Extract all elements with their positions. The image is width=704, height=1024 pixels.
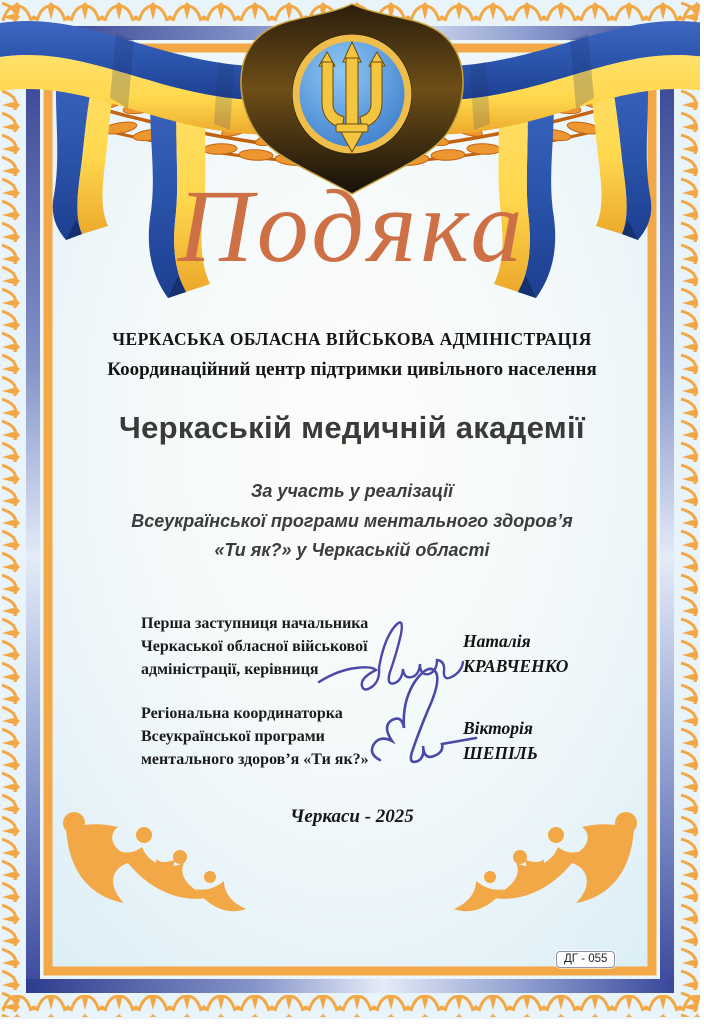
- blue-bar-bottom: [26, 979, 674, 993]
- signatory2-last-name: ШЕПІЛЬ: [463, 743, 538, 763]
- border-ornament-bottom: [2, 995, 700, 1017]
- signatory2-first-name: Вікторія: [463, 718, 533, 738]
- signatory2-role-line3: ментального здоров’я «Ти як?»: [141, 751, 369, 768]
- signatory1-last-name: КРАВЧЕНКО: [463, 656, 569, 676]
- organization-subunit: Координаційний центр підтримки цивільного населення: [107, 359, 597, 380]
- award-reason-line3: «Ти як?» у Черкаській області: [214, 540, 490, 560]
- signatory1-first-name: Наталія: [463, 631, 531, 651]
- form-code-label: ДГ - 055: [556, 951, 615, 968]
- certificate-title: Подяка: [177, 169, 527, 284]
- signatory1-role-line1: Перша заступниця начальника: [141, 615, 369, 632]
- signature2-ink: [366, 664, 484, 789]
- award-reason-line1: За участь у реалізації: [250, 481, 454, 501]
- place-and-year: Черкаси - 2025: [290, 806, 414, 827]
- signatory2-role: [141, 702, 401, 771]
- award-reason: [0, 477, 700, 566]
- award-reason-line2: Всеукраїнської програми ментального здоров’я: [131, 510, 573, 531]
- organization-name: ЧЕРКАСЬКА ОБЛАСНА ВІЙСЬКОВА АДМІНІСТРАЦІЯ: [112, 329, 592, 349]
- signatory1-name: [463, 629, 623, 679]
- signatory1-role-line2: Черкаської обласної військової: [141, 638, 368, 655]
- signatory2-name: [463, 716, 623, 766]
- signatory1-role-line3: адміністрації, керівниця: [141, 661, 319, 678]
- signatory2-role-line2: Всеукраїнської програми: [141, 728, 325, 745]
- recipient-name: Черкаській медичній академії: [119, 410, 585, 445]
- signatory2-role-line1: Регіональна координаторка: [141, 705, 343, 722]
